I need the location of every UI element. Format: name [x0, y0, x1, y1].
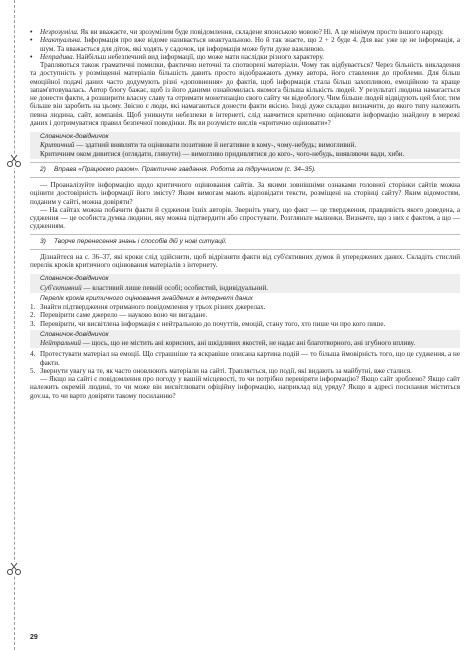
glossary-term: Нейтральний	[40, 339, 81, 347]
divider	[30, 162, 460, 163]
body-paragraph: Дізнайтеся на с. 36–37, які кроки слід здійснити, щоб відрізняти факти від суб'єктивних думок й упереджених даних. Складіть стислий перелік кроків критичного оцінювання матеріалів з інтернету.	[30, 252, 460, 269]
scissors-icon	[6, 154, 22, 168]
list-item: • Незрозуміла. Як ви вважаєте, чи зрозумілим буде повідомлення, складене японською мовою? Ні. А це мінімум просто іншого народу.	[30, 28, 444, 36]
list-item: 5. Звернути увагу на те, як часто оновлюють матеріали на сайті. Трапляється, що події, які видають за майбутні, вже сталися.	[30, 366, 412, 375]
page-number: 29	[30, 634, 38, 641]
glossary-term: Суб'єктивний	[40, 283, 82, 292]
page-content	[30, 28, 460, 400]
glossary-title: Словничок-довідничок	[40, 330, 109, 338]
list-item: 3. Перевірити, чи висвітлена інформація є нейтральною до почуттів, емоцій, стану того, хто пише чи про кого пише.	[30, 319, 386, 328]
section-heading: 3) Творче перенесення знань і способів дій у нові ситуації.	[40, 237, 227, 245]
glossary-line: Критичним оком дивитися (оглядати, глянути) — вимогливо придивлятися до кого-, чого-небудь, виявляючи вади, хиби.	[40, 149, 405, 158]
glossary-box: Словничок-довідничок Критичний — здатний виявляти та оцінювати позитивне й негативне в кому-, чому-небудь; вимогливий. Критичним оком дивитися (оглядати, глянути) — вимогливо придивлятися до кого-, чого-небудь, виявляючи вади, хиби.	[30, 132, 460, 159]
body-paragraph: — На сайтах можна побачити факти й судження їхніх авторів. Зверніть увагу, що факт — це твердження, правдивість якого доведена, а судження — це особиста думка людини, яку можна підтвердити або спростувати. Розгляньте малюнки. Визначте, що з них є фактом, а що — судженням.	[30, 205, 460, 231]
glossary-title: Словничок-довідничок	[40, 275, 109, 283]
list-item: • Неактуальна. Інформація про вже відоме називається неактуальною. Но й так знаєте, що 2 + 2 буде 4. Для вас уже це не інформація, а шум. Та вважається для діток, які ходять у садочок, ця інформація може бути дуже важливою.	[30, 36, 460, 53]
body-paragraph: — Якщо на сайті є повідомлення про погоду у вашій місцевості, то чи потрібно перевіряти інформацію? Якщо сайт зроблено? Якщо сайт належить окремій людині, то чи може він висвітлювати офіційну інформацію, наприклад від уряду? Якщо в адресі посилання міститься gov.ua, то чи варто довіряти такому посиланню?	[30, 375, 460, 400]
body-paragraph: Трапляються також граматичні помилки, фактично неточні та спотворені матеріали. Чому так відбувається? Через більність викладення та доступність у розміщенні матеріалів більшість давить просто відображають думку автора, його ставлення до проблеми. Для більш емоційної подачі даних часто додумують різні «доповнення» до фактів, щоб інформація стала більш захопливою, емоційною та краще запам'ятовувалась. Автор блогу бажає, щоб із його даними ознайомилась якомога більша кількість людей. У результаті людина намагається не донести факти, а розширити власну славу та отримати монетизацію свого сайту чи відеоблогу. Чим більше людей відвідують цей блог, тим більше він заробить на цьому. Звісно є люди, які намагаються донести факти якісно. Іноді дуже складно визначити, до якого типу належить певна людина, сайт, компанія. Щоб уникнути небезпеки в інтернеті, слід навчитися критично оцінювати інформацію знайдену в мережі даних і дотримуватися правил безпечної поведінки. Як ви розумієте вислів «критично оцінювати»?	[30, 61, 460, 127]
list-item: 4. Протестувати матеріал на емоції. Що страшніше та яскравіше описана картина подій — то більша ймовірність того, що це судження, а не факти.	[30, 350, 460, 367]
bullet-icon: •	[30, 36, 33, 45]
list-item: • Непрадива. Найбільш небезпечний вид інформації, що може мати наслідки різного характеру.	[30, 52, 324, 61]
divider	[30, 234, 460, 235]
body-paragraph: — Проаналізуйте інформацію щодо критичного оцінювання сайтів. За якими зовнішніми ознаками головної сторінки сайтів можна оцінити достовірність інформації його змісту? Яким вимогам мають відповідати тексти, розміщені на сторінці сайту? Яким відомостям, поданим у сайті, можна довіряти?	[30, 181, 460, 206]
list-item: 2. Перевірити саме джерело — науково воно чи вигадане.	[30, 311, 208, 320]
divider	[30, 249, 460, 250]
divider	[30, 177, 460, 178]
glossary-term: Критичний	[40, 141, 75, 150]
cut-line	[14, 0, 15, 650]
bullet-icon: •	[30, 52, 33, 61]
bullet-icon: •	[30, 28, 33, 36]
steps-title: Перелік кроків критичного оцінювання знайдених в інтернеті даних	[40, 294, 253, 302]
scissors-icon	[6, 562, 22, 576]
list-item: 1. Знайти підтвердження отриманого повідомлення у трьох різних джерелах.	[30, 303, 266, 311]
glossary-box: Словничок-довідничок Суб'єктивний — властивий лише певній особі; особистий, індивідуальний.	[30, 274, 460, 293]
glossary-box: Словничок-довідничок Нейтральний — щось, що не містить ані корисних, ані шкідливих якостей, не надає ані благотворного, ані згубного впливу.	[30, 330, 460, 349]
section-heading: 2) Вправа «Працюємо разом». Практичне завдання. Робота за підручником (с. 34–35).	[40, 165, 316, 173]
glossary-title: Словничок-довідничок	[40, 133, 109, 140]
